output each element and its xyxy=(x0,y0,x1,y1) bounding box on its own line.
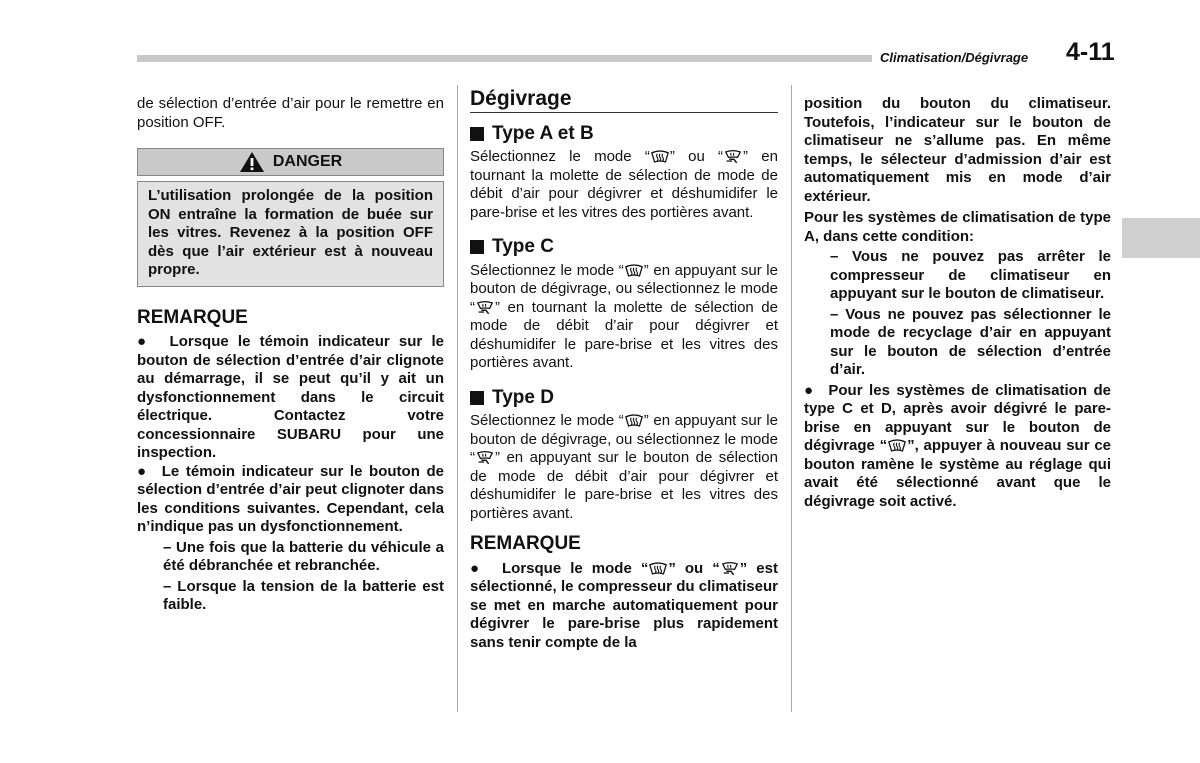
defrost-foot-icon xyxy=(475,450,495,465)
type-c-paragraph: Sélectionnez le mode “ ” en appuyant sur le bouton de dégivrage, ou sélectionnez le mode “ ” en tournant la molette de sélection de mode de débit d’air pour dégivrer et déshumidifer le pare-brise et les vitres des portières avant. xyxy=(470,261,778,371)
column-right xyxy=(804,90,1111,511)
column-divider xyxy=(457,85,458,712)
type-ab-paragraph: Sélectionnez le mode “ ” ou “ ” en tournant la molette de sélection de mode de débit d’air pour dégivrer et déshumidifer le pare-brise et les vitres des portières avant. xyxy=(470,148,778,221)
defrost-icon xyxy=(648,561,668,576)
type-d-paragraph: Sélectionnez le mode “ ” en appuyant sur le bouton de dégivrage, ou sélectionnez le mode “ ” en appuyant sur le bouton de sélection de mode de débit d’air pour dégivrer et déshumidifer le pare-brise et les vitres des portières avant. xyxy=(470,412,778,522)
defrost-icon xyxy=(650,149,670,164)
remark-sub-item: – Vous ne pouvez pas arrêter le compresseur de climatiseur en appuyant sur le bouton de climatiseur. xyxy=(830,248,1111,302)
subheading-label: Type A et B xyxy=(492,122,594,144)
header-rule xyxy=(137,55,872,62)
danger-message: L’utilisation prolongée de la position ON entraîne la formation de buée sur les vitres. Revenez à la position OFF dès que l’air extérieur est à nouveau propre. xyxy=(137,181,444,287)
danger-label: DANGER xyxy=(272,152,343,170)
subheading-type-c xyxy=(470,238,778,257)
remark-bullet: ● Pour les systèmes de climatisation de type C et D, après avoir dégivré le pare-brise en appuyant sur le bouton de dégivrage “ ”, appuyer à nouveau sur ce bouton ramène le système au réglage qui avait été sélectionné avant que le dégivrage soit activé. xyxy=(804,381,1111,510)
column-middle xyxy=(470,87,778,652)
defrost-icon xyxy=(624,263,644,278)
defrost-foot-icon xyxy=(475,300,495,315)
subheading-label: Type D xyxy=(492,386,554,408)
remarque-heading: REMARQUE xyxy=(137,306,248,328)
column-left xyxy=(137,90,444,615)
chapter-tab-marker xyxy=(1122,218,1200,258)
subheading-type-d xyxy=(470,386,778,408)
intro-text: de sélection d’entrée d’air pour le remettre en position OFF. xyxy=(137,95,444,131)
warning-triangle-icon xyxy=(239,151,265,173)
defrost-icon xyxy=(887,438,907,453)
remark-bullet-text: Lorsque le témoin indicateur sur le bouton de sélection d’entrée d’air clignote au démarrage, il se peut qu’il y ait un dysfonctionnement dans le circuit électrique. Contactez votre concessionnaire SUBARU pour une inspection. xyxy=(137,333,444,461)
continued-text: position du bouton du climatiseur. Toutefois, l’indicateur sur le bouton de climatiseur ne s’allume pas. En même temps, le sélecteur d’admission d’air est automatiquement mis en mode d’air extérieur. xyxy=(804,95,1111,205)
subheading-type-ab xyxy=(470,122,778,144)
section-heading: Dégivrage xyxy=(470,90,778,113)
subheading-label: Type C xyxy=(492,236,554,257)
square-bullet-icon xyxy=(470,240,484,254)
danger-header xyxy=(137,148,444,176)
defrost-foot-icon xyxy=(723,149,743,164)
remark-sub-item: – Vous ne pouvez pas sélectionner le mode de recyclage d’air en appuyant sur le bouton de sélection d’entrée d’air. xyxy=(830,305,1111,378)
square-bullet-icon xyxy=(470,391,484,405)
remark-bullet: ● Le témoin indicateur sur le bouton de sélection d’entrée d’air peut clignoter dans les conditions suivantes. Cependant, cela n’indique pas un dysfonctionnement. xyxy=(137,462,444,535)
page-number: 4-11 xyxy=(1066,38,1115,66)
remark-sub-item: – Lorsque la tension de la batterie est faible. xyxy=(163,577,444,613)
remark-bullet-text: Le témoin indicateur sur le bouton de sélection d’entrée d’air peut clignoter dans les conditions suivantes. Cependant, cela n’indique pas un dysfonctionnement. xyxy=(137,462,444,535)
remark-bullet: ● Lorsque le témoin indicateur sur le bouton de sélection d’entrée d’air clignote au démarrage, il se peut qu’il y ait un dysfonctionnement dans le circuit électrique. Contactez votre concessionnaire SUBARU pour une inspection. xyxy=(137,333,444,461)
remarque-heading: REMARQUE xyxy=(470,533,581,554)
remark-bullet: ● Lorsque le mode “ ” ou “ ” est sélectionné, le compresseur du climatiseur se met en marche automatiquement pour dégivrer le pare-brise plus rapidement sans tenir compte de la xyxy=(470,559,778,651)
column-divider xyxy=(791,85,792,712)
section-title: Climatisation/Dégivrage xyxy=(880,50,1029,65)
remark-sub-item: – Une fois que la batterie du véhicule a été débranchée et rebranchée. xyxy=(163,538,444,574)
square-bullet-icon xyxy=(470,127,484,141)
defrost-icon xyxy=(624,413,644,428)
type-a-intro: Pour les systèmes de climatisation de type A, dans cette condition: xyxy=(804,209,1111,245)
defrost-foot-icon xyxy=(720,561,740,576)
